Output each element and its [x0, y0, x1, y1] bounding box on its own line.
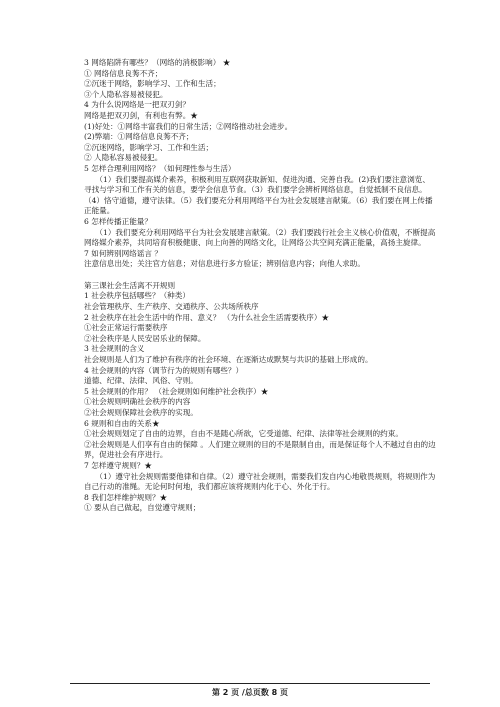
page-footer	[70, 683, 430, 698]
answer-text: 注意信息出处；关注官方信息；对信息进行多方验证；辨别信息内容；向他人求助。	[84, 259, 365, 269]
question-title: 4 社会规则的内容（调节行为的规则有哪些？）	[84, 365, 244, 375]
question-title: 3 网络陷阱有哪些？（网络的消极影响） ★	[84, 58, 231, 67]
question-title: 8 我们怎样维护规则？★	[84, 492, 168, 502]
answer-text: 网络是把双刃剑，有利也有弊。★	[84, 110, 198, 120]
list-item: ②沉迷于网络，影响学习、工作和生活；	[84, 79, 221, 89]
list-item: ②社会规则是人们享有自由的保障 。人们建立规则的目的不是限制自由，而是保证每个人不越过自由的边界，促进社会有序进行。	[84, 439, 436, 460]
page-number: 第 2 页 /总页数 8 页	[212, 688, 288, 697]
list-item: ① 网络信息良莠不齐；	[84, 68, 163, 78]
question-title: 4 为什么说网络是一把双刃剑？	[84, 100, 190, 110]
question-title: 5 社会规则的作用？ （社会规则如何维护社会秩序）★	[84, 386, 269, 396]
section-spacer	[84, 270, 436, 281]
question-title: 5 怎样合理利用网络？（如何理性参与生活）	[84, 163, 236, 173]
question-title: 7 如何辨别网络谣言 ？	[84, 248, 163, 258]
answer-text: 社会规则是人们为了维护有秩序的社会环境、在逐渐达成默契与共识的基础上形成的。	[84, 355, 373, 365]
question-title: 6 规则和自由的关系★	[84, 418, 160, 428]
list-item: ②社会规则保障社会秩序的实现。	[84, 408, 198, 417]
section-heading: 第三课社会生活离不开规则	[84, 280, 176, 290]
answer-text: 社会管理秩序、生产秩序、交通秩序、公共场所秩序	[84, 302, 259, 312]
list-item: ③个人隐私容易被侵犯。	[84, 89, 168, 99]
list-item: ①社会规则划定了自由的边界，自由不是随心所欲，它受道德、纪律、法律等社会规则的约束。	[84, 429, 403, 439]
document-body	[84, 58, 436, 514]
answer-paragraph: （1）遵守社会规则需要他律和自律。（2）遵守社会规则，需要我们发自内心地敬畏规则，将规则作为自己行动的准绳。无论何时何地，我们都应该将规则内化于心、外化于行。	[84, 471, 436, 492]
list-item: ①社会规则明确社会秩序的内容	[84, 397, 191, 407]
question-title: 1 社会秩序包括哪些？（种类）	[84, 291, 190, 301]
answer-paragraph: （1）我们要提高媒介素养，积极利用互联网获取新知、促进沟通、完善自我。(2)我们要注意浏览、寻找与学习和工作有关的信息，要学会信息节食。（3）我们要学会辨析网络信息，自觉抵制不良信息。（4）恪守道德，遵守法律。（5）我们要充分利用网络平台为社会发展建言献策。（6）我们要在网上传播正能量。	[84, 174, 433, 216]
list-item: (2)弊端：①网络信息良莠不齐；	[84, 132, 194, 142]
answer-text: 道德、纪律、法律、风俗、守则。	[84, 376, 198, 386]
question-title: 2 社会秩序在社会生活中的作用、意义？ （为什么社会生活需要秩序）★	[84, 312, 330, 322]
list-item: ② 人隐私容易被侵犯。	[84, 153, 163, 163]
list-item: ① 要从自己做起，自觉遵守规则；	[84, 503, 201, 513]
question-title: 3 社会规则的含义	[84, 344, 145, 354]
answer-paragraph: （1）我们要充分利用网络平台为社会发展建言献策。（2）我们要践行社会主义核心价值观，不断提高网络媒介素养，共同培育积极健康、向上向善的网络文化，让网络公共空间充满正能量，高扬主旋律。	[84, 227, 436, 248]
question-title: 7 怎样遵守规则？★	[84, 460, 152, 470]
list-item: ①社会正常运行需要秩序	[84, 323, 168, 333]
list-item: ②社会秩序是人民安居乐业的保障。	[84, 333, 206, 343]
list-item: (1)好处：①网络丰富我们的日常生活；②网络推动社会进步。	[84, 121, 293, 131]
question-title: 6 怎样传播正能量？	[84, 216, 152, 226]
list-item: ②沉迷网络，影响学习、工作和生活；	[84, 142, 214, 152]
